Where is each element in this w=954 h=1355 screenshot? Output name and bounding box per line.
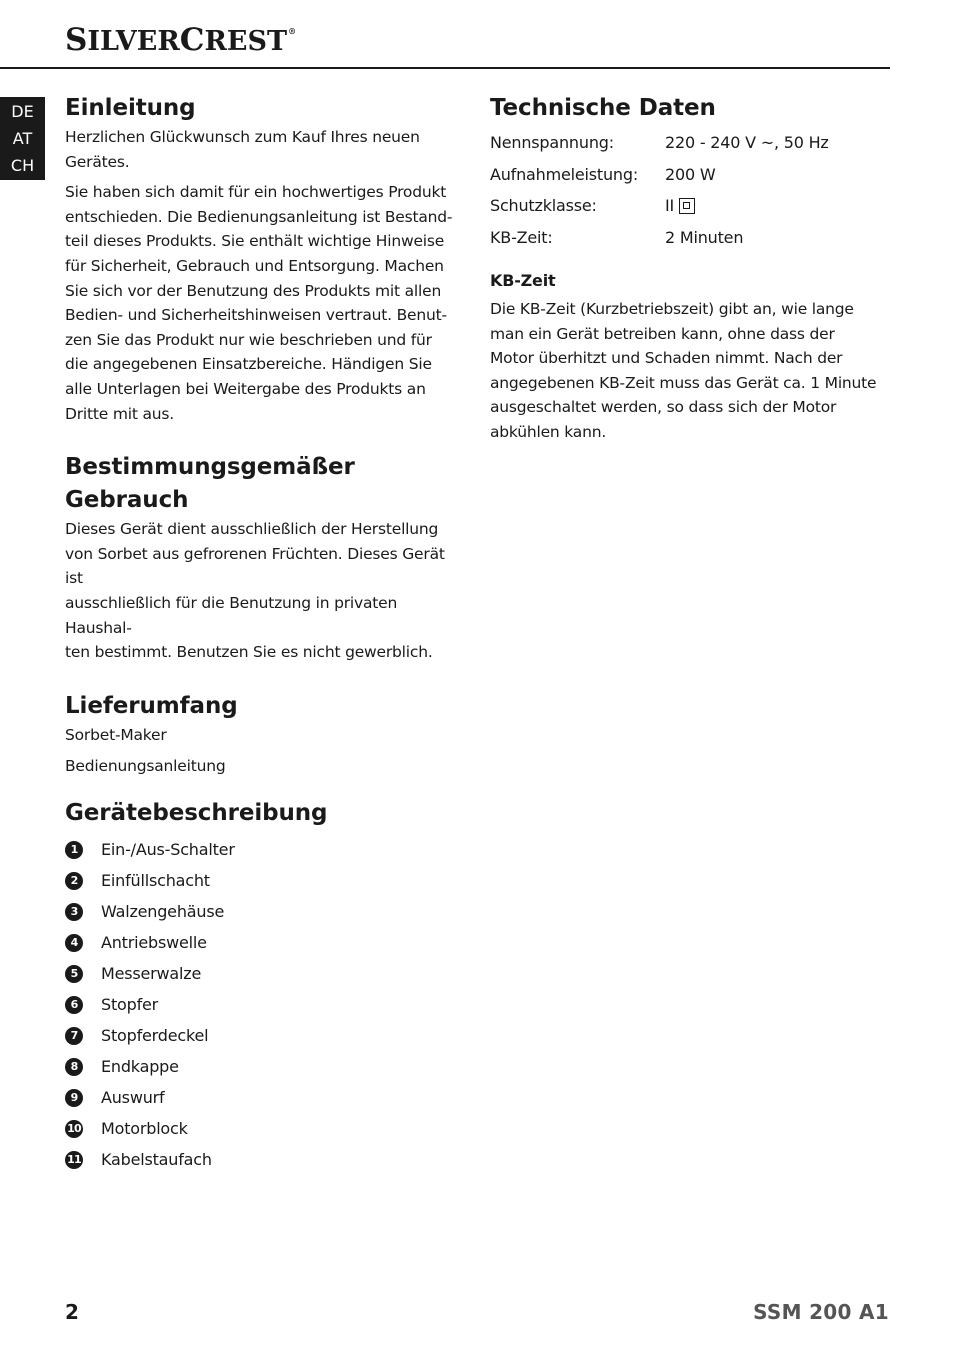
- page-number: 2: [65, 1300, 79, 1324]
- table-row: [490, 222, 829, 254]
- kb-zeit-paragraph: [490, 297, 890, 445]
- spec-value: 2 Minuten: [665, 227, 744, 247]
- list-item: [65, 1113, 465, 1144]
- spec-key: Schutzklasse:: [490, 196, 597, 216]
- list-item: [65, 896, 465, 927]
- number-badge-icon: 6: [65, 996, 83, 1014]
- registered-mark: ®: [288, 26, 297, 36]
- text-line: Sie sich vor der Benutzung des Produkts mit allen: [65, 281, 442, 300]
- heading-line: Gebrauch: [65, 487, 189, 514]
- text-line: zen Sie das Produkt nur wie beschrieben und für: [65, 330, 432, 349]
- header-rule: [0, 67, 890, 69]
- list-item: Bedienungsanleitung: [65, 756, 226, 775]
- list-item: [65, 927, 465, 958]
- heading-geraetebeschreibung: Gerätebeschreibung: [65, 800, 328, 827]
- number-badge-icon: 10: [65, 1120, 83, 1138]
- model-number: SSM 200 A1: [753, 1300, 889, 1324]
- spec-key: Nennspannung:: [490, 133, 614, 153]
- table-row: [490, 190, 829, 222]
- parts-list: [65, 834, 465, 1175]
- list-item: [65, 1020, 465, 1051]
- text-line: von Sorbet aus gefrorenen Früchten. Dieses Gerät ist: [65, 544, 445, 588]
- brand-second-rest: REST: [204, 26, 288, 57]
- heading-bestimmung: [65, 451, 465, 517]
- number-badge-icon: 3: [65, 903, 83, 921]
- list-item: [65, 958, 465, 989]
- section-technische-daten: [490, 92, 890, 445]
- section-bestimmung: [65, 451, 465, 665]
- section-lieferumfang: [65, 690, 465, 779]
- part-label: Antriebswelle: [101, 933, 207, 953]
- part-label: Kabelstaufach: [101, 1150, 212, 1170]
- brand-logo: [65, 22, 296, 58]
- table-row: [490, 159, 829, 191]
- list-item: [65, 989, 465, 1020]
- number-badge-icon: 2: [65, 872, 83, 890]
- list-item: [65, 834, 465, 865]
- double-insulation-icon: [679, 198, 695, 214]
- list-item: [65, 1144, 465, 1175]
- text-line: Gerätes.: [65, 152, 130, 171]
- text-line: teil dieses Produkts. Sie enthält wichtige Hinweise: [65, 232, 445, 251]
- text-line: Die KB-Zeit (Kurzbetriebszeit) gibt an, wie lange: [490, 300, 854, 318]
- part-label: Einfüllschacht: [101, 871, 210, 891]
- list-item: Sorbet-Maker: [65, 725, 167, 744]
- bestimmung-paragraph: [65, 517, 465, 665]
- number-badge-icon: 4: [65, 934, 83, 952]
- list-item: [65, 1082, 465, 1113]
- lang-ch: CH: [10, 156, 35, 175]
- text-line: die angegebenen Einsatzbereiche. Händigen Sie: [65, 355, 432, 374]
- text-line: abkühlen kann.: [490, 422, 607, 441]
- number-badge-icon: 5: [65, 965, 83, 983]
- number-badge-icon: 8: [65, 1058, 83, 1076]
- part-label: Ein-/Aus-Schalter: [101, 840, 235, 860]
- spec-value-protection-class: [665, 190, 829, 222]
- einleitung-paragraph-1: [65, 125, 465, 174]
- list-item: [65, 1051, 465, 1082]
- part-label: Messerwalze: [101, 964, 202, 984]
- text-line: Bedien- und Sicherheitshinweisen vertraut. Benut-: [65, 306, 447, 325]
- text-line: man ein Gerät betreiben kann, ohne dass der: [490, 324, 835, 343]
- spec-table: [490, 127, 829, 253]
- text-line: alle Unterlagen bei Weitergabe des Produkts an: [65, 379, 426, 398]
- text-line: ausschließlich für die Benutzung in privaten Haushal-: [65, 593, 398, 637]
- einleitung-paragraph-2: [65, 180, 465, 426]
- spec-key: Aufnahmeleistung:: [490, 164, 639, 184]
- language-tab: [0, 97, 45, 180]
- part-label: Stopferdeckel: [101, 1026, 209, 1046]
- left-column: [65, 92, 465, 1175]
- part-label: Walzengehäuse: [101, 902, 225, 922]
- lang-at: AT: [12, 129, 33, 148]
- text-line: entschieden. Die Bedienungsanleitung ist Bestand-: [65, 207, 453, 226]
- text-line: angegebenen KB-Zeit muss das Gerät ca. 1 Minute: [490, 373, 877, 392]
- section-einleitung: [65, 92, 465, 426]
- number-badge-icon: 1: [65, 841, 83, 859]
- part-label: Motorblock: [101, 1119, 188, 1139]
- text-line: ausgeschaltet werden, so dass sich der Motor: [490, 398, 837, 417]
- text-line: Sie haben sich damit für ein hochwertiges Produkt: [65, 183, 447, 202]
- protection-class-text: II: [665, 196, 675, 216]
- heading-line: Bestimmungsgemäßer: [65, 454, 355, 481]
- section-geraetebeschreibung: [65, 797, 465, 1175]
- brand-second-initial: C: [179, 22, 205, 58]
- spec-key: KB-Zeit:: [490, 227, 553, 247]
- right-column: [490, 92, 890, 445]
- number-badge-icon: 7: [65, 1027, 83, 1045]
- text-line: ten bestimmt. Benutzen Sie es nicht gewerblich.: [65, 643, 433, 662]
- heading-technische-daten: Technische Daten: [490, 95, 716, 121]
- spec-value: 200 W: [665, 164, 716, 184]
- table-row: [490, 127, 829, 159]
- number-badge-icon: 9: [65, 1089, 83, 1107]
- text-line: Motor überhitzt und Schaden nimmt. Nach der: [490, 349, 843, 368]
- part-label: Endkappe: [101, 1057, 179, 1077]
- brand-first-initial: S: [65, 22, 88, 58]
- part-label: Auswurf: [101, 1088, 165, 1108]
- brand-first-rest: ILVER: [87, 26, 180, 57]
- number-badge-icon: 11: [65, 1151, 83, 1169]
- heading-einleitung: Einleitung: [65, 95, 196, 121]
- text-line: Dritte mit aus.: [65, 404, 174, 423]
- spec-value: 220 - 240 V ~, 50 Hz: [665, 133, 829, 153]
- text-line: Herzlichen Glückwunsch zum Kauf Ihres neuen: [65, 128, 420, 146]
- lang-de: DE: [11, 102, 34, 121]
- part-label: Stopfer: [101, 995, 159, 1015]
- subheading-kb-zeit: KB-Zeit: [490, 271, 556, 290]
- text-line: für Sicherheit, Gebrauch und Entsorgung. Machen: [65, 256, 444, 275]
- text-line: Dieses Gerät dient ausschließlich der Herstellung: [65, 520, 439, 539]
- heading-lieferumfang: Lieferumfang: [65, 692, 238, 719]
- list-item: [65, 865, 465, 896]
